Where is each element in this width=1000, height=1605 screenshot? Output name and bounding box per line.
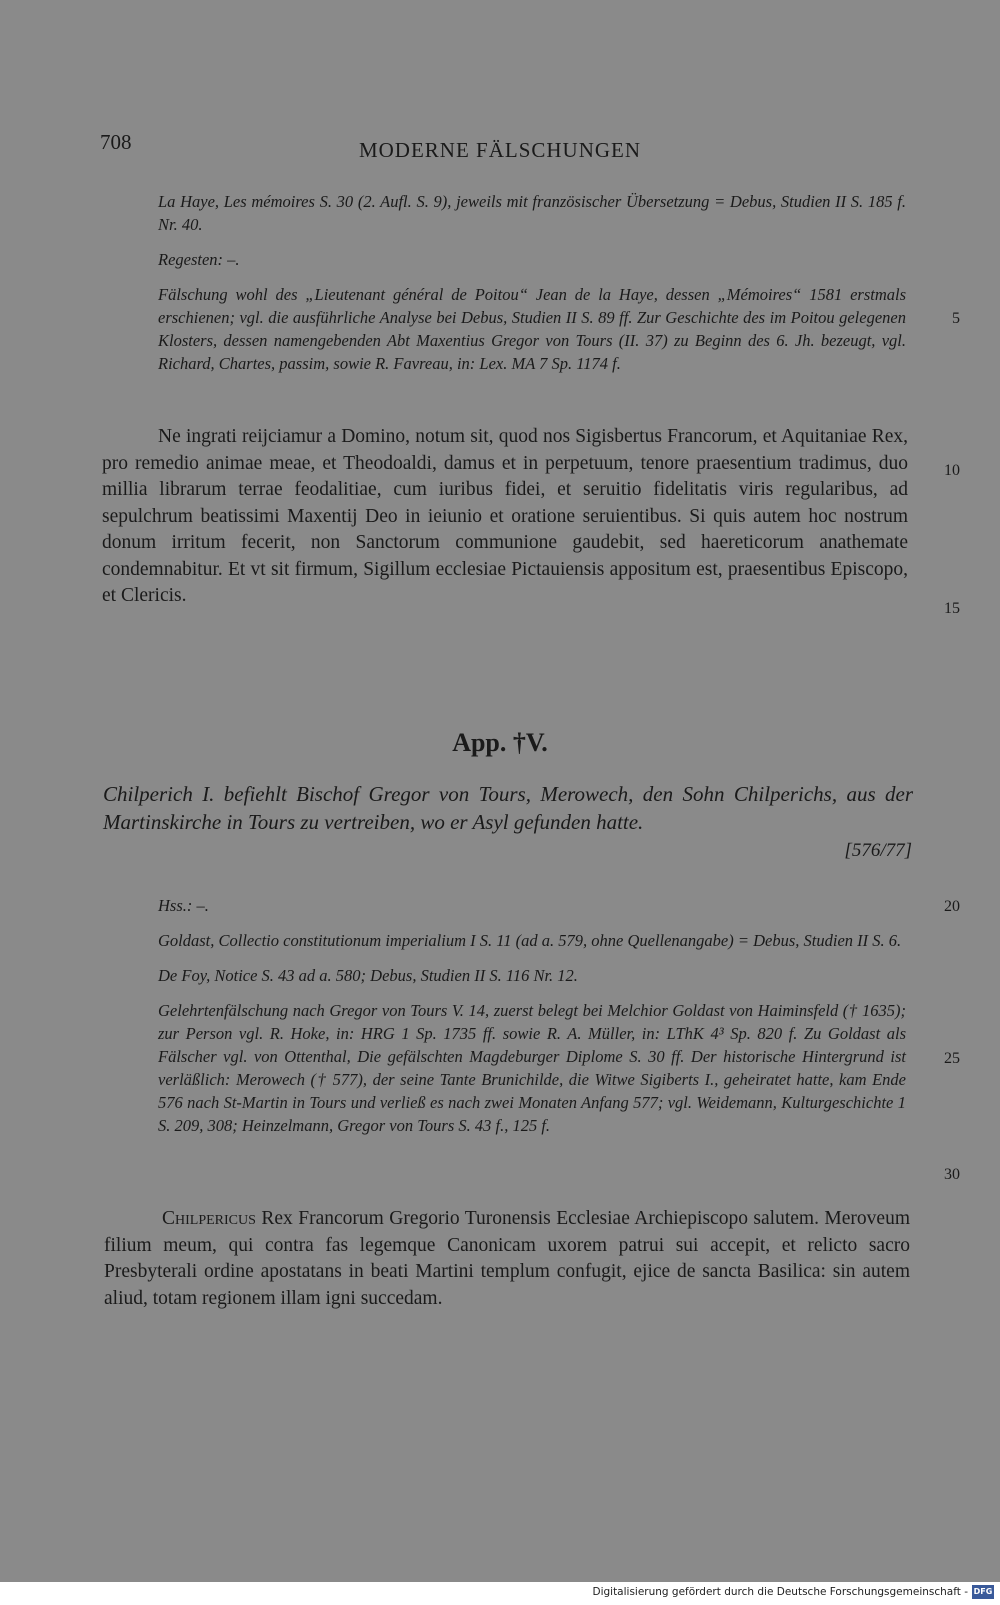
doc2-text-lead: Chilpericus	[162, 1208, 256, 1229]
doc1-edition: La Haye, Les mémoires S. 30 (2. Aufl. S. 9), jeweils mit französischer Übersetzung = Debus, Studien II S. 185 f. Nr. 40.	[158, 192, 906, 234]
document-summary: Chilperich I. befiehlt Bischof Gregor von Tours, Merowech, den Sohn Chilperichs, aus der Martinskirche in Tours zu vertreiben, wo er Asyl gefunden hatte.	[103, 782, 913, 834]
doc2-apparatus	[158, 894, 906, 1137]
doc1-text	[102, 424, 908, 610]
line-number: 25	[944, 1050, 960, 1067]
doc1-apparatus	[158, 190, 906, 375]
document-date: [576/77]	[844, 840, 912, 861]
doc2-text-paragraph	[104, 1206, 910, 1312]
doc1-commentary: Fälschung wohl des „Lieutenant général de Poitou“ Jean de la Haye, dessen „Mémoires“ 1581 erstmals erschienen; vgl. die ausführliche Analyse bei Debus, Studien II S. 89 ff. Zur Geschichte des im Poitou gelegenen Klosters, dessen namengebenden Abt Maxentius Gregor von Tours (II. 37) zu Beginn des 6. Jh. bezeugt, vgl. Richard, Chartes, passim, sowie R. Favreau, in: Lex. MA 7 Sp. 1174 f.	[158, 285, 906, 373]
footer-credit: Digitalisierung gefördert durch die Deutsche Forschungsgemeinschaft -	[592, 1586, 968, 1598]
footer-bar	[0, 1582, 1000, 1605]
doc2-commentary: Gelehrtenfälschung nach Gregor von Tours V. 14, zuerst belegt bei Melchior Goldast von Haiminsfeld († 1635); zur Person vgl. R. Hoke, in: HRG 1 Sp. 1735 ff. sowie R. A. Müller, in: LThK 4³ Sp. 820 f. Zu Goldast als Fälscher vgl. von Ottenthal, Die gefälschten Magdeburger Diplome S. 30 ff. Der historische Hintergrund ist verläßlich: Merowech († 577), der seine Tante Brunichilde, die Witwe Sigiberts I., geheiratet hatte, kam Ende 576 nach St-Martin in Tours und verließ es nach zwei Monaten Anfang 577; vgl. Weidemann, Kulturgeschichte 1 S. 209, 308; Heinzelmann, Gregor von Tours S. 43 f., 125 f.	[158, 1001, 906, 1135]
document-title: App. †V.	[452, 728, 548, 757]
doc2-text	[104, 1206, 910, 1312]
running-title: MODERNE FÄLSCHUNGEN	[358, 138, 642, 162]
line-number: 5	[952, 310, 960, 327]
doc2-edition: Goldast, Collectio constitutionum imperialium I S. 11 (ad a. 579, ohne Quellenangabe) = Debus, Studien II S. 6.	[158, 931, 902, 950]
doc1-regesten: Regesten: –.	[158, 250, 240, 269]
line-number: 15	[944, 600, 960, 617]
doc2-edition-2: De Foy, Notice S. 43 ad a. 580; Debus, Studien II S. 116 Nr. 12.	[158, 966, 578, 985]
doc2-manuscripts: Hss.: –.	[158, 896, 209, 915]
line-number: 10	[944, 462, 960, 479]
doc1-text-paragraph: Ne ingrati reijciamur a Domino, notum sit, quod nos Sigisbertus Francorum, et Aquitaniae Rex, pro remedio animae meae, et Theodoaldi, damus et in perpetuum, tenore praesentium tradimus, duo millia librarum terrae feodalitiae, cum iuribus fidei, et seruitio fidelitatis viris regularibus, ad sepulchrum beatissimi Maxentij Deo in ieiunio et oratione seruientibus. Si quis autem hoc nostrum donum irritum fecerit, non Sanctorum communione gaudebit, sed haereticorum anathemate condemnabitur. Et vt sit firmum, Sigillum ecclesiae Pictauiensis appositum est, praesentibus Episcopo, et Clericis.	[102, 426, 908, 606]
doc2-text-body: Rex Francorum Gregorio Turonensis Ecclesiae Archiepiscopo salutem. Meroveum filium meum, qui contra fas legemque Canonicam uxorem patrui sui accepit, et relicto sacro Presbyterali ordine apostatans in beati Martini templum confugit, ejice de sancta Basilica: sin autem aliud, totam regionem illam igni succedam.	[104, 1208, 910, 1309]
page-number: 708	[100, 130, 132, 154]
line-number: 30	[944, 1166, 960, 1183]
line-number: 20	[944, 898, 960, 915]
dfg-logo-icon: DFG	[972, 1585, 994, 1599]
